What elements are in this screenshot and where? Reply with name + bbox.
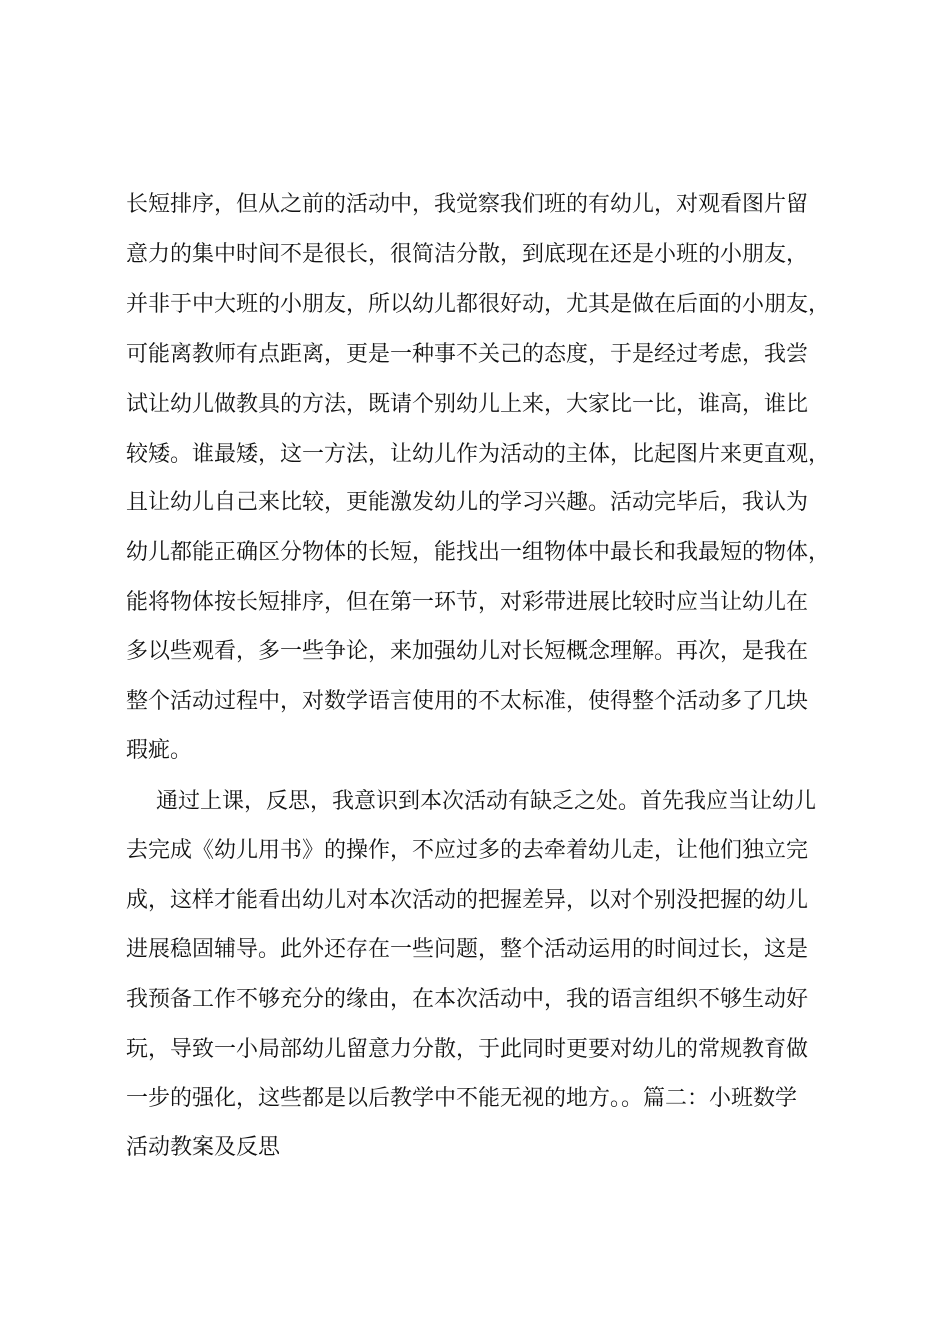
text-line: 多以些观看，多一些争论，来加强幼儿对长短概念理解。再次，是我在: [126, 639, 809, 664]
text-line: 成，这样才能看出幼儿对本次活动的把握差异，以对个别没把握的幼儿: [126, 888, 809, 913]
text-line: 且让幼儿自己来比较，更能激发幼儿的学习兴趣。活动完毕后，我认为: [126, 490, 809, 515]
text-line: 较矮。谁最矮，这一方法，让幼儿作为活动的主体，比起图片来更直观，: [126, 442, 831, 467]
text-line: 活动教案及反思: [126, 1135, 281, 1160]
text-line: 可能离教师有点距离，更是一种事不关己的态度，于是经过考虑，我尝: [126, 342, 809, 367]
text-line: 瑕疵。: [126, 738, 193, 763]
text-line-paragraph-start: 通过上课，反思，我意识到本次活动有缺乏之处。首先我应当让幼儿: [156, 789, 817, 814]
text-line: 一步的强化，这些都是以后教学中不能无视的地方。。篇二：小班数学: [126, 1086, 798, 1111]
text-line: 能将物体按长短排序，但在第一环节，对彩带进展比较时应当让幼儿在: [126, 590, 809, 615]
text-line: 我预备工作不够充分的缘由，在本次活动中，我的语言组织不够生动好: [126, 987, 809, 1012]
text-line: 并非于中大班的小朋友，所以幼儿都很好动，尤其是做在后面的小朋友，: [126, 292, 831, 317]
text-line: 玩，导致一小局部幼儿留意力分散，于此同时更要对幼儿的常规教育做: [126, 1037, 809, 1062]
text-line: 去完成《幼儿用书》的操作，不应过多的去牵着幼儿走，让他们独立完: [126, 838, 809, 863]
text-line: 幼儿都能正确区分物体的长短，能找出一组物体中最长和我最短的物体，: [126, 540, 831, 565]
text-line: 进展稳固辅导。此外还存在一些问题，整个活动运用的时间过长，这是: [126, 937, 809, 962]
text-line: 意力的集中时间不是很长，很简洁分散，到底现在还是小班的小朋友，: [126, 242, 809, 267]
text-line: 试让幼儿做教具的方法，既请个别幼儿上来，大家比一比，谁高，谁比: [126, 392, 809, 417]
text-line: 整个活动过程中，对数学语言使用的不太标准，使得整个活动多了几块: [126, 689, 809, 714]
text-line: 长短排序，但从之前的活动中，我觉察我们班的有幼儿，对观看图片留: [126, 192, 809, 217]
